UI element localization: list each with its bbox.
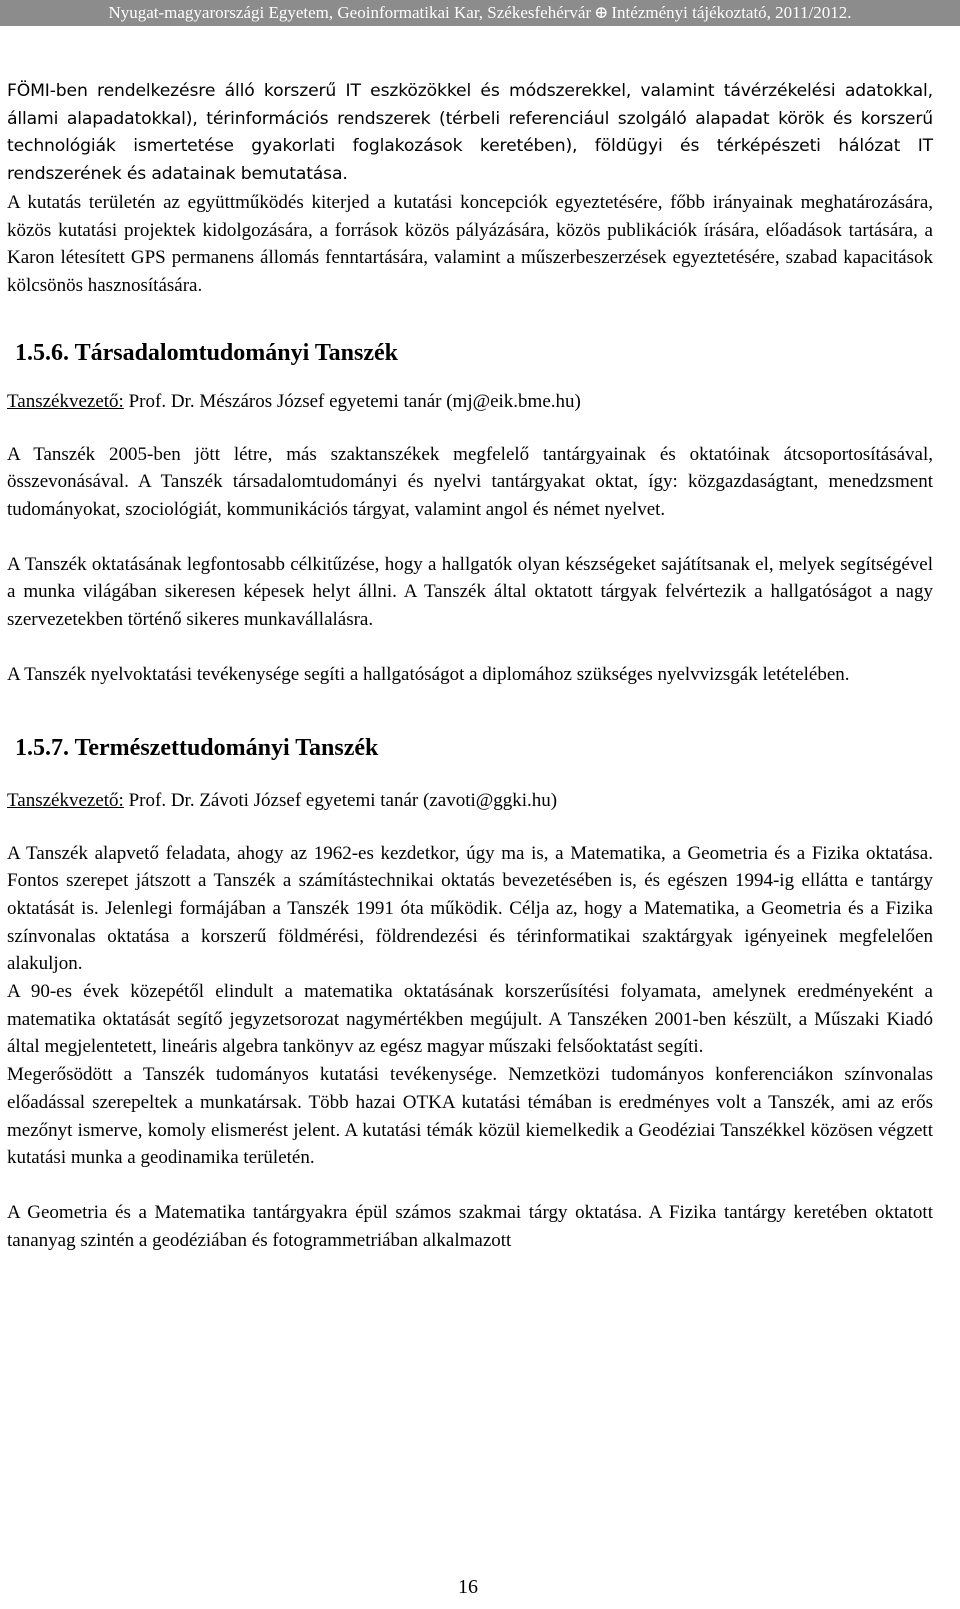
section7-paragraph-1: A Tanszék alapvető feladata, ahogy az 1962-es kezdetkor, úgy ma is, a Matematika, a Geometria és a Fizika oktatása. Fontos szerepet játszott a Tanszék a számítástechnikai oktatás bevezetésében is, és egészen 1994-ig ellátta e tantárgy oktatását is. Jelenlegi formájában a Tanszék 1991 óta működik. Célja az, hogy a Matematika, a Geometria és a Fizika színvonalas oktatása a korszerű földmérési, földrendezési és térinformatikai szaktárgyak igényeinek megfelelően alakuljon. xyxy=(7,842,933,975)
department-head-value: Prof. Dr. Mészáros József egyetemi tanár (mj@eik.bme.hu) xyxy=(123,390,581,412)
department-head-value: Prof. Dr. Závoti József egyetemi tanár (zavoti@ggki.hu) xyxy=(123,789,558,811)
intro-paragraph-1: FÖMI-ben rendelkezésre álló korszerű IT eszközökkel és módszerekkel, valamint távérzékelési adatokkal, állami alapadatokkal), térinformációs rendszerek (térbeli referenciául szolgáló alapadat körök és korszerű technológiák ismertetése gyakorlati foglakozások keretében), földügyi és térképészeti hálózat IT rendszerének és adatainak bemutatása. xyxy=(7,81,933,185)
header-document-title: Intézményi tájékoztató, 2011/2012. xyxy=(611,3,852,22)
section7-paragraph-4: A Geometria és a Matematika tantárgyakra épül számos szakmai tárgy oktatása. A Fizika tantárgy keretében oktatott tananyag szintén a geodéziában és fotogrammetriában alkalmazott xyxy=(7,1201,933,1251)
department-head-label: Tanszékvezető: xyxy=(7,390,124,412)
page-number: 16 xyxy=(458,1576,478,1598)
section7-paragraph-2: A 90-es évek közepétől elindult a matematika oktatásának korszerűsítési folyamata, amelynek eredményeként a matematika oktatását segítő jegyzetsorozat nagymértékben megújult. A Tanszéken 2001-ben készült, a Műszaki Kiadó által megjelentetett, lineáris algebra tankönyv az egész magyar műszaki felsőoktatást segíti. xyxy=(7,981,933,1058)
intro-paragraph-2: A kutatás területén az együttműködés kiterjed a kutatási koncepciók egyeztetésére, főbb irányainak meghatározására, közös kutatási projektek kidolgozására, a források közös pályázására, közös publikációk írására, előadások tartására, a Karon létesített GPS permanens állomás fenntartására, valamint a műszerbeszerzések egyeztetésére, szabad kapacitások kölcsönös hasznosítására. xyxy=(7,191,933,296)
section7-paragraph-3: Megerősödött a Tanszék tudományos kutatási tevékenysége. Nemzetközi tudományos konferenciákon színvonalas előadással szerepeltek a munkatársak. Több hazai OTKA kutatási témában is eredményes volt a Tanszék, ami az erős mezőnyt ismerve, komoly elismerést jelent. A kutatási témák közül kiemelkedik a Geodéziai Tanszékkel közösen végzett kutatási munka a geodinamika területén. xyxy=(7,1064,933,1169)
section6-paragraph-3: A Tanszék nyelvoktatási tevékenysége segíti a hallgatóságot a diplomához szükséges nyelvvizsgák letételében. xyxy=(7,663,850,685)
running-header xyxy=(0,0,960,26)
page-body xyxy=(7,78,933,1254)
section6-paragraph-1: A Tanszék 2005-ben jött létre, más szaktanszékek megfelelő tantárgyainak és oktatóinak átcsoportosításával, összevonásával. A Tanszék társadalomtudományi és nyelvi tantárgyakat oktat, így: közgazdaságtant, menedzsment tudományokat, szociológiát, kommunikációs tárgyat, valamint angol és német nyelvet. xyxy=(7,443,933,521)
section-title-termeszettudomanyi: 1.5.7. Természettudományi Tanszék xyxy=(15,734,379,761)
department-head-line xyxy=(7,388,933,415)
section-title-tarsadalomtudomanyi: 1.5.6. Társadalomtudományi Tanszék xyxy=(15,339,398,366)
department-head-line xyxy=(7,787,933,814)
header-separator-icon: ⊕ xyxy=(594,3,609,22)
header-institution: Nyugat-magyarországi Egyetem, Geoinformatikai Kar, Székesfehérvár xyxy=(108,3,592,22)
section6-paragraph-2: A Tanszék oktatásának legfontosabb célkitűzése, hogy a hallgatók olyan készségeket sajátítsanak el, melyek segítségével a munka világában sikeresen képesek helyt állni. A Tanszék által oktatott tárgyak felvértezik a hallgatóságot a nagy szervezetekben történő sikeres munkavállalásra. xyxy=(7,553,933,631)
department-head-label: Tanszékvezető: xyxy=(7,789,124,811)
